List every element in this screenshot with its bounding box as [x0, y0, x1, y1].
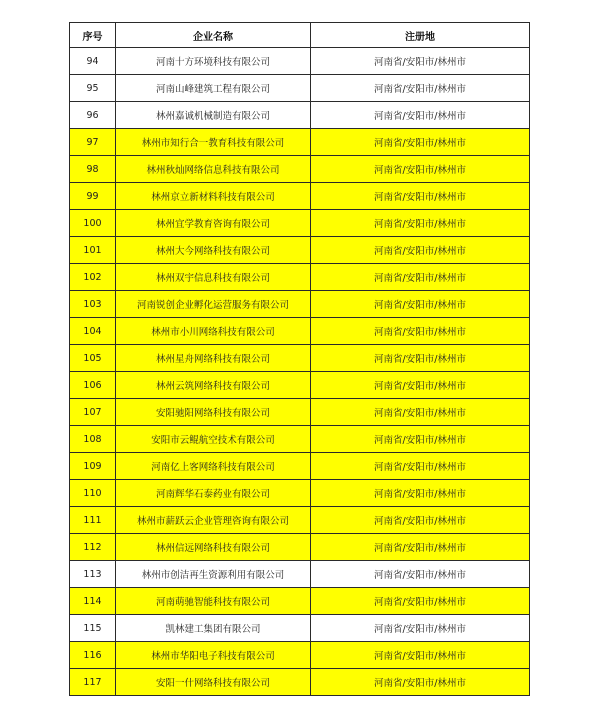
registration-place-cell: 河南省/安阳市/林州市 [311, 156, 530, 183]
registration-place-cell: 河南省/安阳市/林州市 [311, 453, 530, 480]
serial-number-cell: 101 [70, 237, 116, 264]
registration-place-cell: 河南省/安阳市/林州市 [311, 129, 530, 156]
table-row [70, 237, 530, 264]
company-name-cell: 林州京立新材料科技有限公司 [116, 183, 311, 210]
company-name-cell: 林州市薪跃云企业管理咨询有限公司 [116, 507, 311, 534]
serial-number-cell: 114 [70, 588, 116, 615]
company-name-cell: 河南萌驰智能科技有限公司 [116, 588, 311, 615]
header-row [70, 23, 530, 48]
table-row [70, 102, 530, 129]
serial-number-cell: 99 [70, 183, 116, 210]
serial-number-cell: 100 [70, 210, 116, 237]
serial-number-cell: 94 [70, 48, 116, 75]
registration-place-cell: 河南省/安阳市/林州市 [311, 318, 530, 345]
serial-number-cell: 95 [70, 75, 116, 102]
registration-place-cell: 河南省/安阳市/林州市 [311, 534, 530, 561]
table-row [70, 669, 530, 696]
company-name-cell: 林州星舟网络科技有限公司 [116, 345, 311, 372]
registration-place-cell: 河南省/安阳市/林州市 [311, 237, 530, 264]
registration-place-cell: 河南省/安阳市/林州市 [311, 399, 530, 426]
table-row [70, 426, 530, 453]
serial-number-cell: 102 [70, 264, 116, 291]
company-name-cell: 林州大今网络科技有限公司 [116, 237, 311, 264]
company-name-cell: 林州市小川网络科技有限公司 [116, 318, 311, 345]
company-name-cell: 安阳一什网络科技有限公司 [116, 669, 311, 696]
company-name-cell: 林州市华阳电子科技有限公司 [116, 642, 311, 669]
header-serial-number: 序号 [70, 23, 116, 48]
table-row [70, 345, 530, 372]
registration-place-cell: 河南省/安阳市/林州市 [311, 210, 530, 237]
table-row [70, 264, 530, 291]
company-name-cell: 林州信远网络科技有限公司 [116, 534, 311, 561]
table-row [70, 372, 530, 399]
table-body [70, 48, 530, 696]
table-row [70, 615, 530, 642]
serial-number-cell: 111 [70, 507, 116, 534]
enterprise-registry-table [69, 22, 530, 696]
serial-number-cell: 104 [70, 318, 116, 345]
serial-number-cell: 98 [70, 156, 116, 183]
registration-place-cell: 河南省/安阳市/林州市 [311, 426, 530, 453]
registration-place-cell: 河南省/安阳市/林州市 [311, 561, 530, 588]
registration-place-cell: 河南省/安阳市/林州市 [311, 345, 530, 372]
company-name-cell: 林州宜学教育咨询有限公司 [116, 210, 311, 237]
company-name-cell: 安阳驰阳网络科技有限公司 [116, 399, 311, 426]
registration-place-cell: 河南省/安阳市/林州市 [311, 480, 530, 507]
registration-place-cell: 河南省/安阳市/林州市 [311, 372, 530, 399]
registration-place-cell: 河南省/安阳市/林州市 [311, 588, 530, 615]
table-row [70, 480, 530, 507]
table-header [70, 23, 530, 48]
company-name-cell: 林州双宇信息科技有限公司 [116, 264, 311, 291]
table-row [70, 75, 530, 102]
company-name-cell: 林州嘉诚机械制造有限公司 [116, 102, 311, 129]
registration-place-cell: 河南省/安阳市/林州市 [311, 183, 530, 210]
company-name-cell: 林州市创洁再生资源利用有限公司 [116, 561, 311, 588]
company-name-cell: 林州云筑网络科技有限公司 [116, 372, 311, 399]
company-name-cell: 河南十方环境科技有限公司 [116, 48, 311, 75]
serial-number-cell: 109 [70, 453, 116, 480]
serial-number-cell: 115 [70, 615, 116, 642]
serial-number-cell: 107 [70, 399, 116, 426]
table-row [70, 507, 530, 534]
table-row [70, 129, 530, 156]
company-name-cell: 河南亿上客网络科技有限公司 [116, 453, 311, 480]
registration-place-cell: 河南省/安阳市/林州市 [311, 642, 530, 669]
serial-number-cell: 116 [70, 642, 116, 669]
company-name-cell: 河南锐创企业孵化运营服务有限公司 [116, 291, 311, 318]
serial-number-cell: 117 [70, 669, 116, 696]
table-row [70, 561, 530, 588]
serial-number-cell: 113 [70, 561, 116, 588]
serial-number-cell: 108 [70, 426, 116, 453]
table-row [70, 291, 530, 318]
serial-number-cell: 106 [70, 372, 116, 399]
header-company-name: 企业名称 [116, 23, 311, 48]
registration-place-cell: 河南省/安阳市/林州市 [311, 75, 530, 102]
company-name-cell: 河南辉华石泰药业有限公司 [116, 480, 311, 507]
table-row [70, 642, 530, 669]
company-name-cell: 安阳市云鲲航空技术有限公司 [116, 426, 311, 453]
registration-place-cell: 河南省/安阳市/林州市 [311, 507, 530, 534]
serial-number-cell: 103 [70, 291, 116, 318]
company-name-cell: 凯林建工集团有限公司 [116, 615, 311, 642]
registration-place-cell: 河南省/安阳市/林州市 [311, 291, 530, 318]
serial-number-cell: 112 [70, 534, 116, 561]
serial-number-cell: 97 [70, 129, 116, 156]
registration-place-cell: 河南省/安阳市/林州市 [311, 615, 530, 642]
table-row [70, 588, 530, 615]
table-row [70, 210, 530, 237]
table-row [70, 534, 530, 561]
table-row [70, 399, 530, 426]
serial-number-cell: 96 [70, 102, 116, 129]
company-name-cell: 林州秋灿网络信息科技有限公司 [116, 156, 311, 183]
table-row [70, 318, 530, 345]
table-row [70, 453, 530, 480]
table-row [70, 48, 530, 75]
serial-number-cell: 110 [70, 480, 116, 507]
registration-place-cell: 河南省/安阳市/林州市 [311, 48, 530, 75]
company-name-cell: 林州市知行合一教育科技有限公司 [116, 129, 311, 156]
registration-place-cell: 河南省/安阳市/林州市 [311, 264, 530, 291]
table-row [70, 156, 530, 183]
registration-place-cell: 河南省/安阳市/林州市 [311, 102, 530, 129]
header-registration-place: 注册地 [311, 23, 530, 48]
company-name-cell: 河南山峰建筑工程有限公司 [116, 75, 311, 102]
table-row [70, 183, 530, 210]
registration-place-cell: 河南省/安阳市/林州市 [311, 669, 530, 696]
serial-number-cell: 105 [70, 345, 116, 372]
